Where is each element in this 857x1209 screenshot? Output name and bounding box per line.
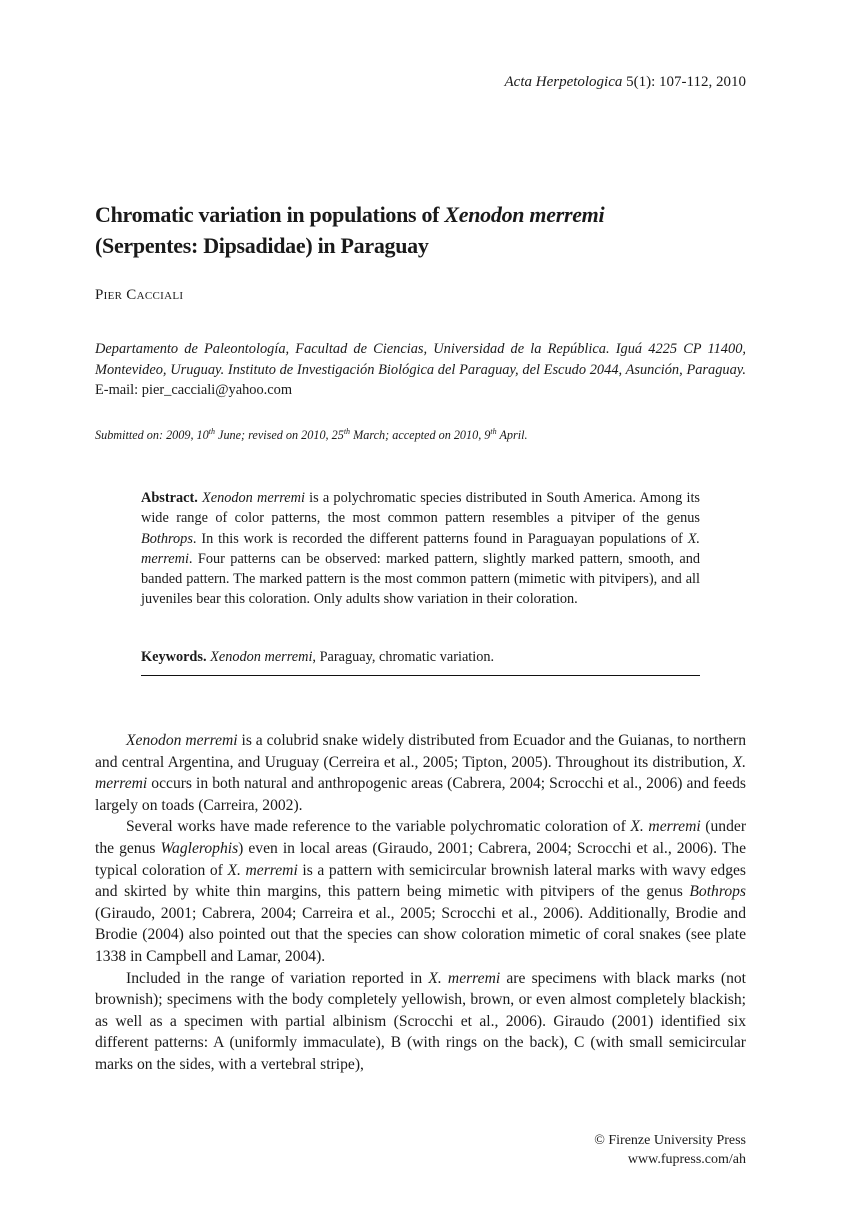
date-text: June; revised on 2010, 25: [214, 428, 344, 443]
date-text: April.: [496, 428, 528, 443]
abstract-text: . Four patterns can be observed: marked pattern, slightly marked pattern, smooth, and banded pattern. The marked pattern is the most common pattern (mimetic with pitvipers), and all juveniles bear this coloration. Only adults show variation in their coloration.: [141, 550, 700, 608]
genus-name: Waglerophis: [160, 839, 239, 857]
paper-title: [95, 199, 735, 261]
keywords: [141, 647, 700, 667]
journal-name: Acta Herpetologica: [504, 74, 623, 90]
journal-citation: [505, 74, 747, 91]
paragraph-text: ) even in local areas (Giraudo, 2001; Cabrera, 2004; Scrocchi et al., 2006). The typical coloration of: [95, 839, 747, 879]
affiliation-text: Departamento de Paleontología, Facultad de Ciencias, Universidad de la República. Iguá 4225 CP 11400, Montevideo, Uruguay. Instituto de Investigación Biológica del Paraguay, del Escudo 2044, Asunción, Paraguay.: [95, 341, 746, 378]
paragraph-text: is a pattern with semicircular brownish lateral marks with wavy edges and skirted by white thin margins, this pattern being mimetic with pitvipers of the genus: [95, 861, 747, 901]
abstract: [141, 488, 700, 610]
date-sup: th: [343, 427, 351, 436]
abstract-text: is a polychromatic species distributed in South America. Among its wide range of color patterns, the most common pattern resembles a pitviper of the genus: [141, 490, 700, 527]
title-species: Xenodon merremi: [444, 202, 605, 227]
species-name: Xenodon merremi: [126, 732, 238, 749]
date-text: March; accepted on 2010, 9: [350, 428, 491, 443]
paragraph-text: occurs in both natural and anthropogenic areas (Cabrera, 2004; Scrocchi et al., 2006) and feeds largely on toads (Carreira, 2002).: [95, 775, 746, 814]
title-part2: (Serpentes: Dipsadidae) in Paraguay: [95, 233, 429, 258]
species-name: X. merremi: [227, 861, 298, 879]
paragraph: [95, 968, 746, 1076]
date-sup: th: [208, 427, 215, 436]
keywords-label: Keywords.: [141, 649, 207, 665]
paragraph-text: (Giraudo, 2001; Cabrera, 2004; Carreira et al., 2005; Scrocchi et al., 2006). Additionally, Brodie and Brodie (2004) also pointed out that the species can show coloration mimetic of coral snakes (see plate 1338 in Campbell and Lamar, 2004).: [95, 904, 746, 965]
species-name: X. merremi: [428, 969, 501, 987]
species-name: X. merremi: [95, 753, 746, 793]
date-text: Submitted on: 2009, 10: [95, 428, 209, 443]
body-text: [95, 730, 746, 1076]
date-sup: th: [490, 427, 497, 436]
copyright-notice: © Firenze University Press: [594, 1133, 746, 1148]
publisher-url[interactable]: www.fupress.com/ah: [627, 1152, 746, 1167]
abstract-text: . In this work is recorded the different patterns found in Paraguayan populations of: [192, 530, 688, 547]
journal-issue: 5(1): 107-112, 2010: [626, 74, 746, 90]
author-affiliation: [95, 339, 746, 401]
paragraph-text: Included in the range of variation reported in: [126, 969, 429, 987]
paragraph-text: is a colubrid snake widely distributed from Ecuador and the Guianas, to northern and central Argentina, and Uruguay (Cerreira et al., 2005; Tipton, 2005). Throughout its distribution,: [95, 732, 746, 771]
publisher-footer: [594, 1131, 746, 1169]
paragraph-text: are specimens with black marks (not brownish); specimens with the body completely yellowish, brown, or even almost completely blackish; as well as a specimen with partial albinism (Scrocchi et al., 2006). Giraudo (2001) identified six different patterns: A (uniformly immaculate), B (with rings on the back), C (with small semicircular marks on the sides, with a vertebral stripe),: [95, 969, 747, 1073]
title-part1: Chromatic variation in populations of: [95, 202, 445, 227]
abstract-label: Abstract.: [141, 490, 198, 506]
paragraph: [95, 730, 746, 816]
paragraph-text: Several works have made reference to the variable polychromatic coloration of: [126, 818, 631, 836]
submission-dates: [95, 427, 528, 443]
author-email[interactable]: E-mail: pier_cacciali@yahoo.com: [95, 382, 293, 398]
species-name: X. merremi: [630, 818, 701, 836]
paragraph-text: (under the genus: [95, 818, 747, 857]
keyword-species: Xenodon merremi: [210, 649, 313, 665]
abstract-divider: [141, 675, 700, 676]
genus-name: Bothrops: [141, 530, 193, 547]
keywords-text: , Paraguay, chromatic variation.: [312, 649, 495, 665]
species-name: Xenodon merremi: [202, 490, 305, 506]
author-name: Pier Cacciali: [95, 287, 184, 303]
paragraph: [95, 816, 746, 967]
genus-name: Bothrops: [689, 883, 746, 901]
species-name: X. merremi: [141, 530, 700, 567]
